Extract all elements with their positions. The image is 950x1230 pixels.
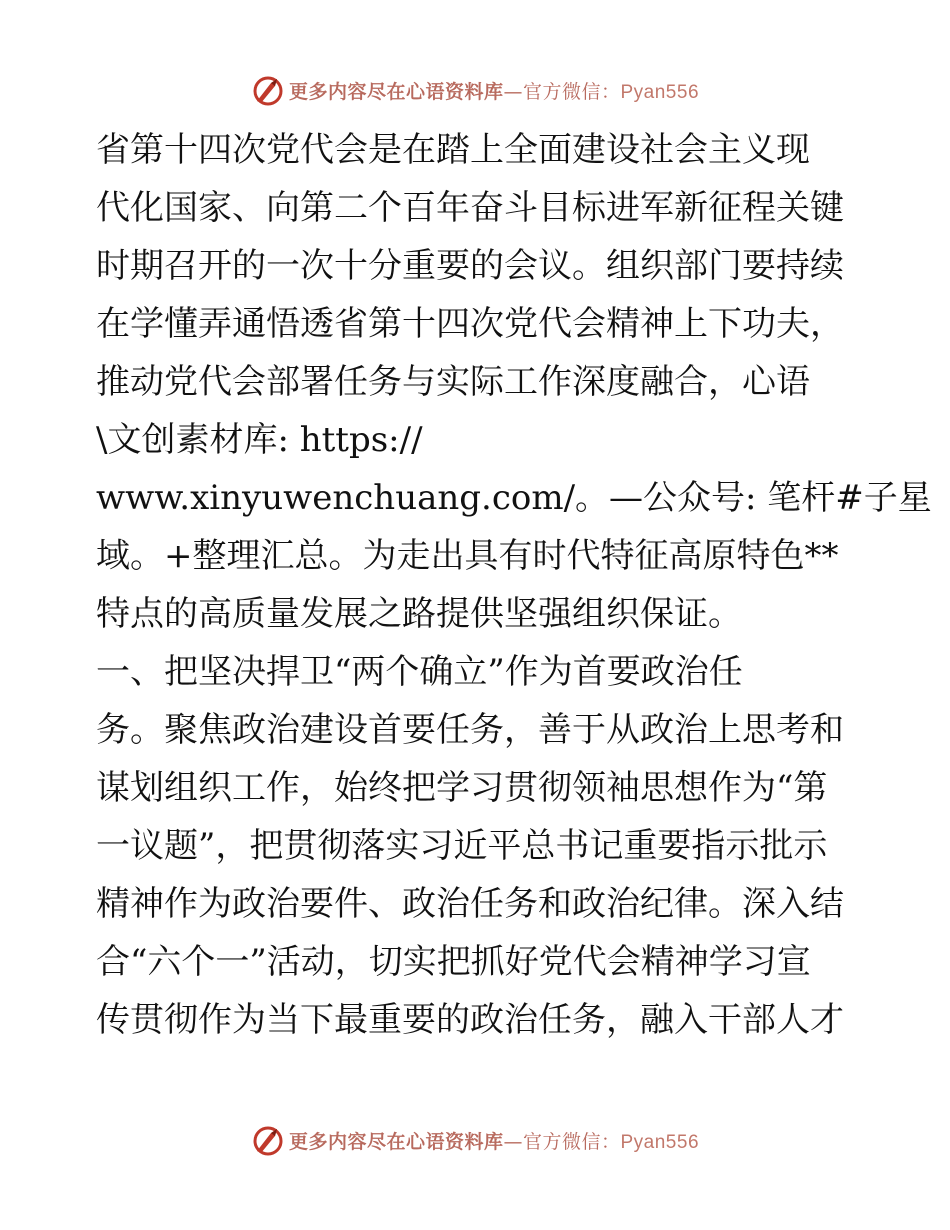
document-body (96, 128, 932, 1056)
banner-wechat-id: Pyan556 (620, 1131, 700, 1153)
text-line: 谋划组织工作，始终把学习贯彻领袖思想作为“第 (96, 768, 828, 808)
banner-text (289, 1127, 699, 1154)
text-line: 务。聚焦政治建设首要任务，善于从政治上思考和 (96, 710, 844, 750)
text-line: 在学懂弄通悟透省第十四次党代会精神上下功夫， (96, 304, 844, 344)
text-line: 代化国家、向第二个百年奋斗目标进军新征程关键 (96, 188, 844, 228)
banner-wechat-label: 官方微信： (522, 80, 621, 103)
text-line: www.xinyuwenchuang.com/。—公众号: 笔杆#子星 (96, 478, 932, 518)
text-line: 推动党代会部署任务与实际工作深度融合，心语 (96, 362, 810, 402)
text-line: 传贯彻作为当下最重要的政治任务，融入干部人才 (96, 1000, 844, 1040)
paragraph-section-one (96, 650, 866, 1042)
text-line: 合“六个一”活动，切实把抓好党代会精神学习宣 (96, 942, 811, 982)
text-line: 时期召开的一次十分重要的会议。组织部门要持续 (96, 246, 844, 286)
text-line: 域。+整理汇总。为走出具有时代特征高原特色** (96, 536, 839, 576)
banner-main-text: 更多内容尽在心语资料库 (288, 80, 504, 103)
paragraph-intro (96, 128, 932, 636)
text-line: 精神作为政治要件、政治任务和政治纪律。深入结 (96, 884, 844, 924)
section-heading-line: 一、把坚决捍卫“两个确立”作为首要政治任 (96, 652, 743, 692)
banner-wechat-label: 官方微信： (522, 1130, 621, 1153)
banner-text (289, 77, 699, 104)
footer-banner (0, 1120, 950, 1160)
banner-main-text: 更多内容尽在心语资料库 (288, 1130, 504, 1153)
text-line: \文创素材库: https:// (96, 420, 423, 460)
text-line: 一议题”，把贯彻落实习近平总书记重要指示批示 (96, 826, 828, 866)
pen-logo-icon (251, 1123, 285, 1157)
banner-dash: — (503, 1130, 523, 1153)
banner-dash: — (503, 80, 523, 103)
text-line: 特点的高质量发展之路提供坚强组织保证。 (96, 594, 742, 634)
pen-logo-icon (251, 73, 285, 107)
text-line: 省第十四次党代会是在踏上全面建设社会主义现 (96, 130, 810, 170)
header-banner (0, 70, 950, 110)
banner-wechat-id: Pyan556 (620, 81, 700, 103)
